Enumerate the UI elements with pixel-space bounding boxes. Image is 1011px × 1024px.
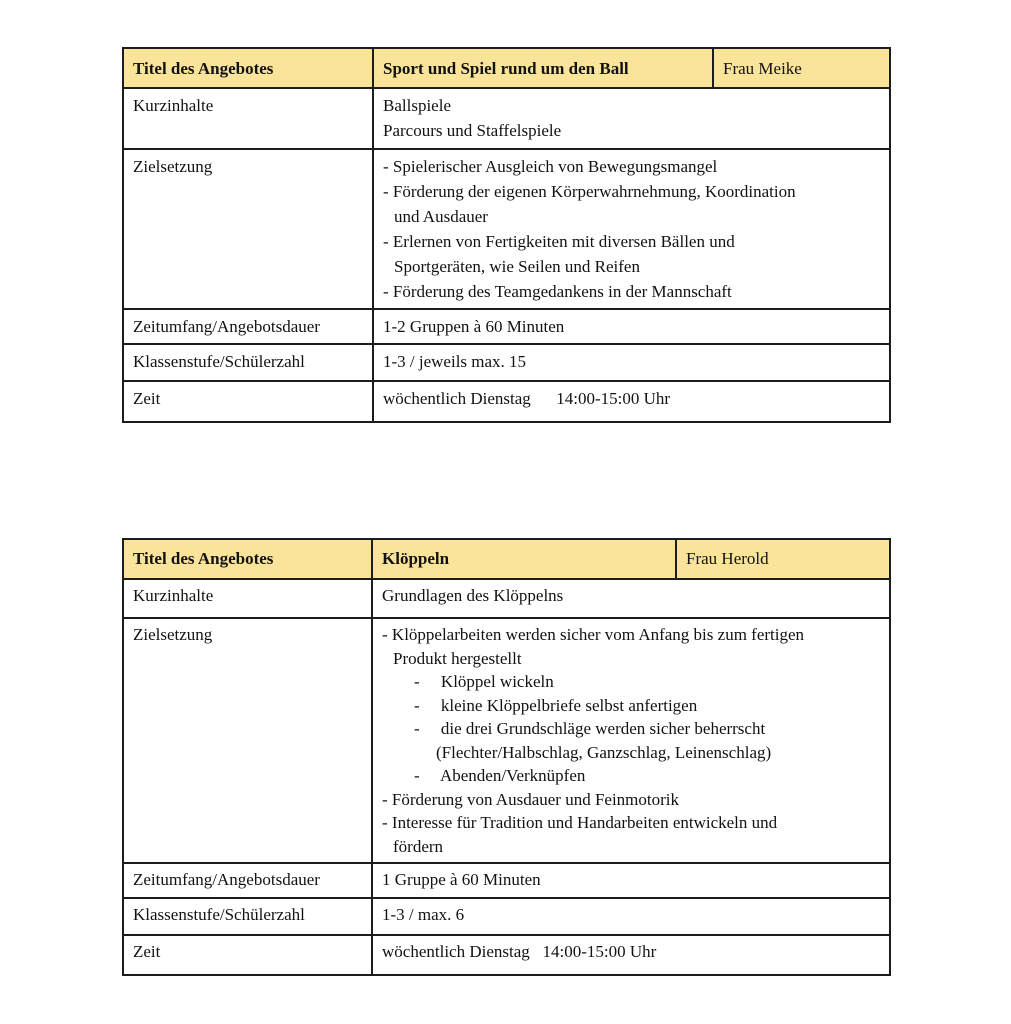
row-label: Zeitumfang/Angebotsdauer bbox=[123, 863, 372, 898]
row-label: Kurzinhalte bbox=[123, 88, 373, 149]
continuation-line: und Ausdauer bbox=[394, 207, 488, 226]
row-value-cell: 1-2 Gruppen à 60 Minuten bbox=[373, 309, 890, 344]
header-label-cell: Titel des Angebotes bbox=[123, 48, 373, 88]
content-line: Grundlagen des Klöppelns bbox=[382, 586, 564, 605]
row-value-cell bbox=[372, 579, 890, 618]
offer-title-cell: Klöppeln bbox=[372, 539, 676, 579]
offer-person-cell: Frau Meike bbox=[713, 48, 890, 88]
continuation-line: Produkt hergestellt bbox=[393, 648, 522, 668]
bullet-line: - Klöppelarbeiten werden sicher vom Anfang bis zum fertigen bbox=[382, 625, 805, 644]
bullet-line: - Förderung von Ausdauer und Feinmotorik bbox=[382, 789, 679, 809]
sub-continuation-line: (Flechter/Halbschlag, Ganzschlag, Leinenschlag) bbox=[436, 742, 772, 762]
row-label: Kurzinhalte bbox=[123, 579, 372, 618]
sub-bullet-line: - die drei Grundschläge werden sicher beherrscht bbox=[414, 719, 766, 738]
row-value-cell bbox=[373, 149, 890, 309]
table-row-zielsetzung bbox=[123, 149, 890, 309]
table-row-zeit bbox=[123, 935, 890, 975]
angebot-table-kloeppeln bbox=[122, 538, 891, 976]
bullet-line: - Förderung des Teamgedankens in der Mannschaft bbox=[383, 282, 732, 301]
row-label: Zielsetzung bbox=[123, 149, 373, 309]
content-line: Parcours und Staffelspiele bbox=[383, 121, 562, 140]
bullet-line: - Erlernen von Fertigkeiten mit diversen Bällen und bbox=[383, 232, 735, 251]
bullet-line: - Interesse für Tradition und Handarbeiten entwickeln und bbox=[382, 813, 778, 832]
row-label: Zeit bbox=[123, 381, 373, 422]
header-label-cell: Titel des Angebotes bbox=[123, 539, 372, 579]
table-row-kurzinhalte bbox=[123, 88, 890, 149]
sub-bullet-line: - kleine Klöppelbriefe selbst anfertigen bbox=[414, 695, 698, 715]
bullet-line: - Spielerischer Ausgleich von Bewegungsmangel bbox=[383, 157, 718, 176]
row-value-cell bbox=[373, 88, 890, 149]
row-value-cell bbox=[372, 618, 890, 863]
row-value-cell: wöchentlich Dienstag 14:00-15:00 Uhr bbox=[373, 381, 890, 422]
row-label: Klassenstufe/Schülerzahl bbox=[123, 344, 373, 381]
offer-person-cell: Frau Herold bbox=[676, 539, 890, 579]
sub-bullet-line: - Klöppel wickeln bbox=[414, 672, 554, 691]
content-line: Ballspiele bbox=[383, 96, 451, 115]
table-row-zeit bbox=[123, 381, 890, 422]
table-row-klassenstufe bbox=[123, 898, 890, 935]
table-row-zeitumfang bbox=[123, 863, 890, 898]
angebot-table-sport bbox=[122, 47, 891, 423]
table-row-kurzinhalte bbox=[123, 579, 890, 618]
row-value-cell: 1 Gruppe à 60 Minuten bbox=[372, 863, 890, 898]
sub-bullet-line: - Abenden/Verknüpfen bbox=[414, 766, 586, 785]
table-row-header bbox=[123, 48, 890, 88]
row-label: Zeit bbox=[123, 935, 372, 975]
row-label: Zeitumfang/Angebotsdauer bbox=[123, 309, 373, 344]
row-label: Zielsetzung bbox=[123, 618, 372, 863]
table-row-zeitumfang bbox=[123, 309, 890, 344]
offer-title-cell: Sport und Spiel rund um den Ball bbox=[373, 48, 713, 88]
row-value-cell: 1-3 / max. 6 bbox=[372, 898, 890, 935]
row-value-cell: wöchentlich Dienstag 14:00-15:00 Uhr bbox=[372, 935, 890, 975]
table-row-zielsetzung bbox=[123, 618, 890, 863]
continuation-line: Sportgeräten, wie Seilen und Reifen bbox=[394, 257, 640, 276]
row-value-cell: 1-3 / jeweils max. 15 bbox=[373, 344, 890, 381]
row-label: Klassenstufe/Schülerzahl bbox=[123, 898, 372, 935]
bullet-line: - Förderung der eigenen Körperwahrnehmung, Koordination bbox=[383, 182, 796, 201]
table-row-header bbox=[123, 539, 890, 579]
table-row-klassenstufe bbox=[123, 344, 890, 381]
continuation-line: fördern bbox=[393, 836, 444, 856]
